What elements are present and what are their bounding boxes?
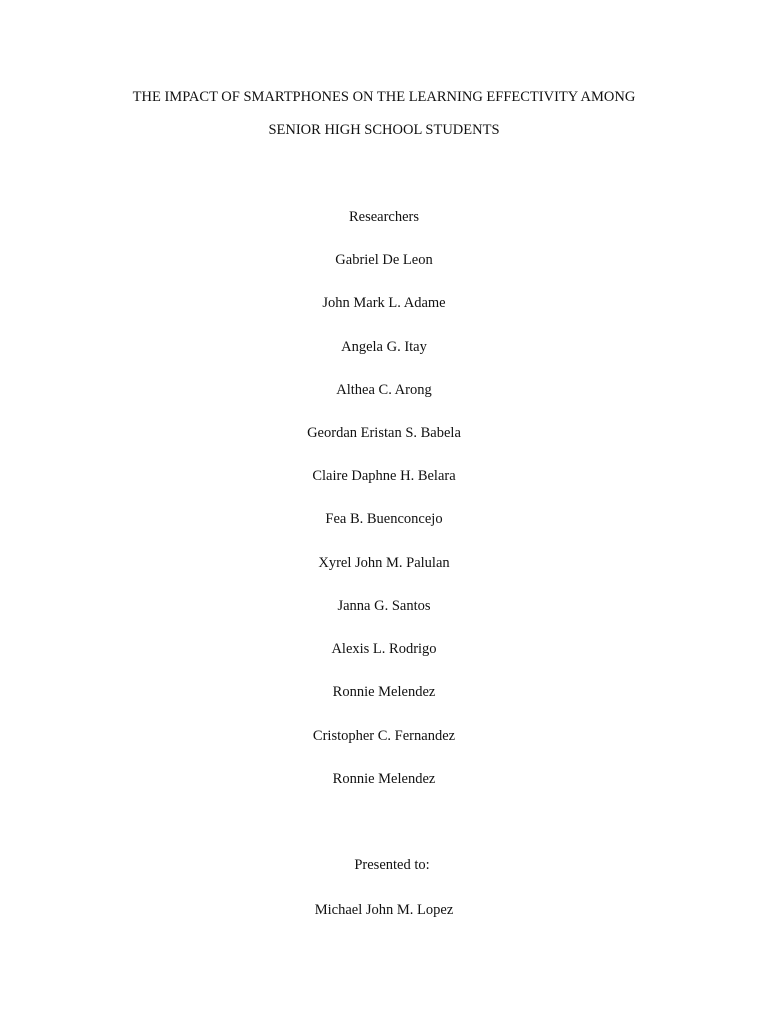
researcher-name: Cristopher C. Fernandez (312, 728, 456, 744)
title-line-1: THE IMPACT OF SMARTPHONES ON THE LEARNING EFFECTIVITY AMONG (132, 89, 636, 105)
presented-to-name: Michael John M. Lopez (314, 902, 454, 918)
researcher-name: Claire Daphne H. Belara (312, 468, 456, 484)
researcher-name: Geordan Eristan S. Babela (307, 425, 461, 441)
researcher-name: Xyrel John M. Palulan (318, 555, 450, 571)
researcher-name: John Mark L. Adame (322, 295, 446, 311)
researcher-name: Angela G. Itay (341, 339, 427, 355)
researcher-name: Althea C. Arong (336, 382, 432, 398)
researchers-heading: Researchers (348, 209, 420, 225)
researcher-name: Ronnie Melendez (332, 771, 436, 787)
researcher-name: Janna G. Santos (337, 598, 431, 614)
researcher-name: Gabriel De Leon (335, 252, 433, 268)
researcher-name: Alexis L. Rodrigo (331, 641, 437, 657)
researcher-name: Ronnie Melendez (332, 684, 436, 700)
researcher-name: Fea B. Buenconcejo (325, 511, 443, 527)
title-line-2: SENIOR HIGH SCHOOL STUDENTS (268, 122, 500, 138)
presented-to-label: Presented to: (354, 857, 430, 873)
